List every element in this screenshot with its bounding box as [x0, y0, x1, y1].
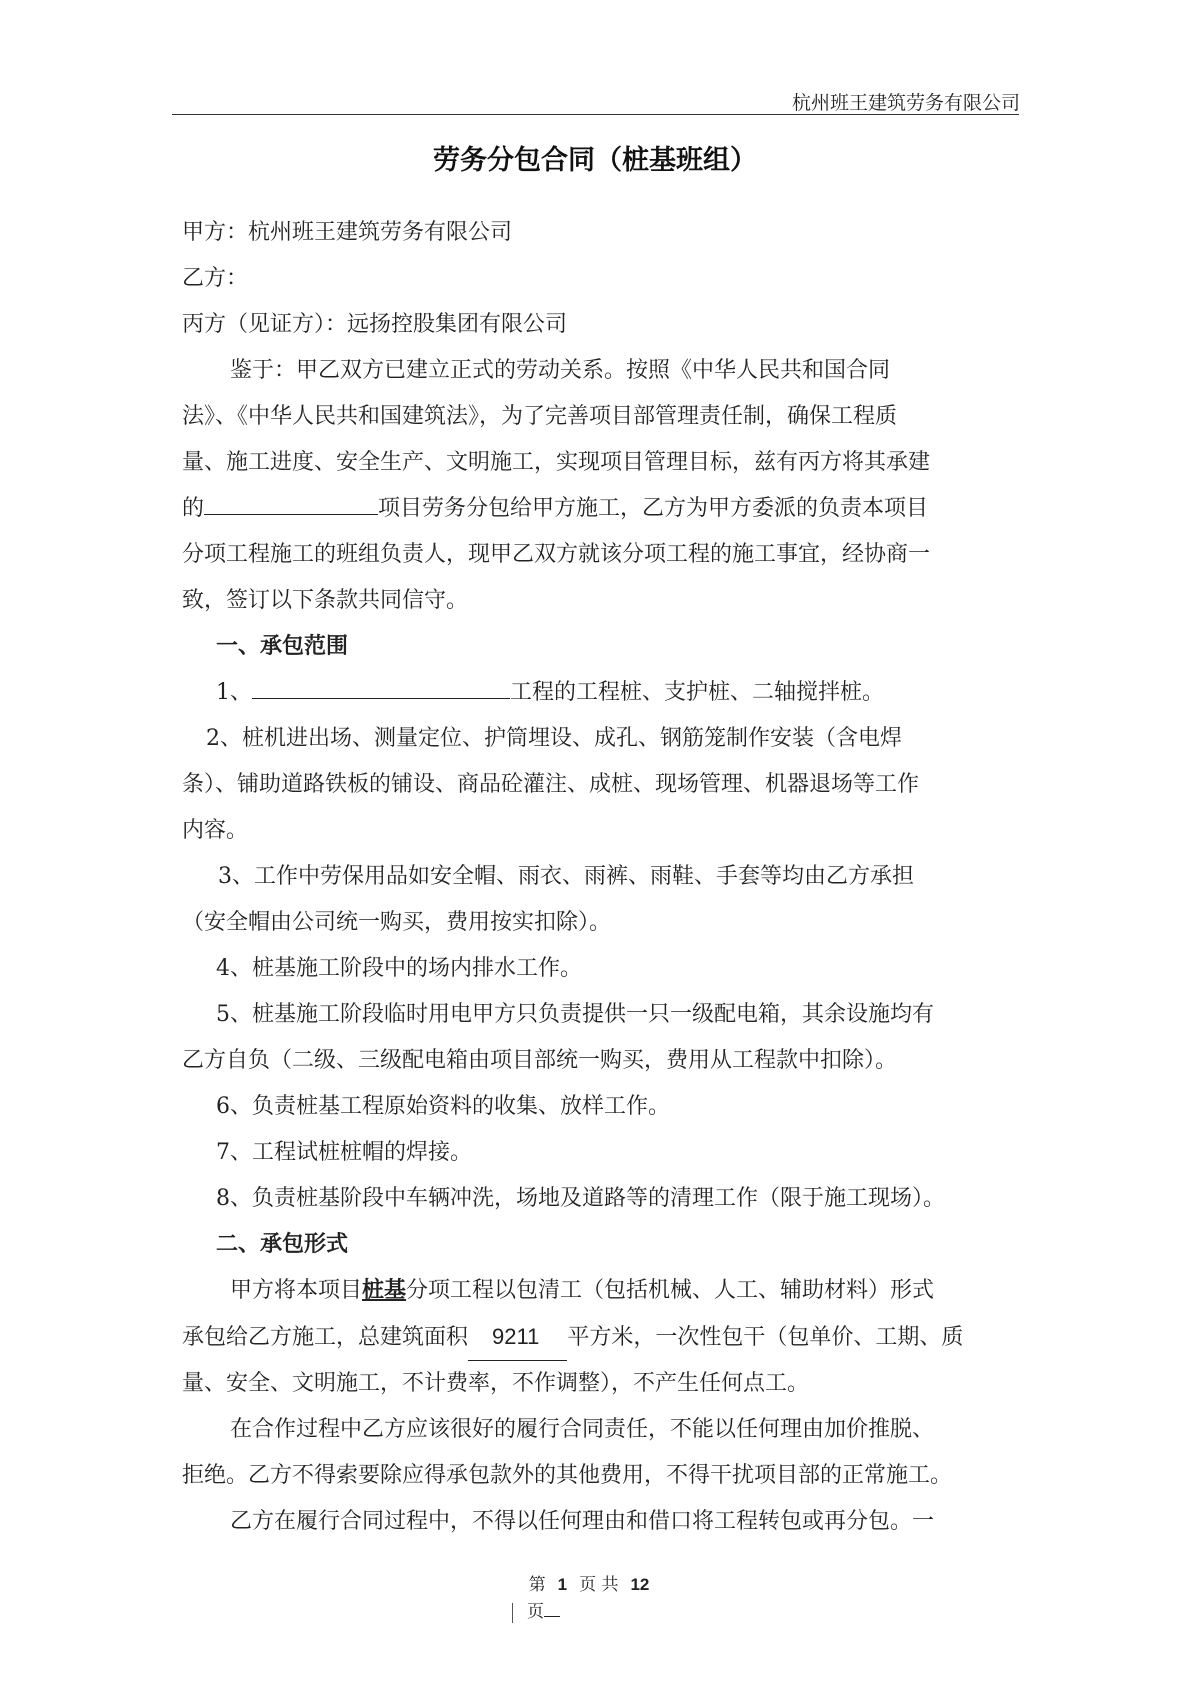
- footer-label: 第: [528, 1575, 546, 1595]
- list-item: 5、桩基施工阶段临时用电甲方只负责提供一只一级配电箱，其余设施均有: [216, 1002, 934, 1027]
- list-item: 6、负责桩基工程原始资料的收集、放样工作。: [216, 1094, 670, 1119]
- footer-label: 页: [527, 1602, 544, 1622]
- list-item-cont: 条）、铺助道路铁板的铺设、商品砼灌注、成桩、现场管理、机器退场等工作: [182, 772, 920, 797]
- paragraph-line: 量、安全、文明施工，不计费率，不作调整），不产生任何点工。: [182, 1371, 810, 1396]
- text: 平方米，一次性包干（包单价、工期、质: [567, 1325, 964, 1350]
- list-item: 3、工作中劳保用品如安全帽、雨衣、雨裤、雨鞋、手套等均由乙方承担: [218, 864, 914, 889]
- list-item: 4、桩基施工阶段中的场内排水工作。: [216, 956, 582, 981]
- list-item-cont: 乙方自负（二级、三级配电箱由项目部统一购买，费用从工程款中扣除）。: [182, 1048, 898, 1073]
- party-b: 乙方：: [182, 266, 249, 291]
- page-footer-line2: [512, 1597, 560, 1623]
- contract-body: [182, 210, 1017, 1545]
- preamble-line: 量、施工进度、安全生产、文明施工，实现项目管理目标，兹有丙方将其承建: [182, 450, 931, 475]
- preamble-line: [182, 486, 1017, 532]
- section-heading: 一、承包范围: [216, 634, 349, 659]
- preamble-text: 的: [182, 496, 205, 521]
- project-name-blank: [204, 492, 378, 515]
- footer-label: 页 共: [579, 1575, 619, 1595]
- item-text: 工程的工程桩、支护桩、二轴搅拌桩。: [510, 680, 885, 705]
- text: 甲方将本项目: [230, 1278, 363, 1303]
- list-item: 8、负责桩基阶段中车辆冲洗，场地及道路等的清理工作（限于施工现场）。: [216, 1186, 945, 1211]
- preamble-text: 项目劳务分包给甲方施工，乙方为甲方委派的负责本项目: [378, 496, 929, 521]
- list-item: [182, 670, 1017, 716]
- preamble-line: 分项工程施工的班组负责人，现甲乙双方就该分项工程的施工事宜，经协商一: [182, 542, 931, 567]
- page-number: 1: [557, 1575, 568, 1594]
- list-item-cont: （安全帽由公司统一购买，费用按实扣除）。: [182, 910, 612, 935]
- header-company: 杭州班王建筑劳务有限公司: [791, 92, 1020, 114]
- list-item: 2、桩机进出场、测量定位、护筒埋设、成孔、钢筋笼制作安装（含电焊: [206, 726, 902, 751]
- section-heading: 二、承包形式: [216, 1232, 349, 1257]
- header-rule: [172, 114, 1019, 115]
- footer-divider: [512, 1603, 513, 1623]
- paragraph-line: 拒绝。乙方不得索要除应得承包款外的其他费用，不得干扰项目部的正常施工。: [182, 1463, 953, 1488]
- list-item: 7、工程试桩桩帽的焊接。: [216, 1140, 472, 1165]
- paragraph-line: 在合作过程中乙方应该很好的履行合同责任，不能以任何理由加价推脱、: [230, 1417, 935, 1442]
- paragraph-line: [182, 1314, 1017, 1361]
- text: 承包给乙方施工，总建筑面积: [182, 1325, 469, 1350]
- party-c: 丙方（见证方）：远扬控股集团有限公司: [182, 312, 568, 337]
- project-blank: [252, 676, 510, 699]
- paragraph-line: [182, 1268, 1017, 1314]
- list-item-cont: 内容。: [182, 818, 249, 843]
- total-area-value: 9211: [468, 1314, 567, 1361]
- preamble-line: 鉴于：甲乙双方已建立正式的劳动关系。按照《中华人民共和国合同: [230, 358, 891, 383]
- emphasis-term: 桩基: [362, 1278, 407, 1303]
- document-title: 劳务分包合同（桩基班组）: [433, 145, 757, 176]
- text: 分项工程以包清工（包括机械、人工、辅助材料）形式: [406, 1278, 935, 1303]
- party-a: 甲方：杭州班王建筑劳务有限公司: [182, 220, 513, 245]
- footer-underline: [544, 1616, 560, 1617]
- paragraph-line: 乙方在履行合同过程中，不得以任何理由和借口将工程转包或再分包。一: [230, 1509, 935, 1534]
- total-pages: 12: [630, 1575, 650, 1594]
- preamble-line: 致，签订以下条款共同信守。: [182, 588, 469, 613]
- item-number: 1、: [216, 680, 252, 705]
- preamble-line: 法》、《中华人民共和国建筑法》，为了完善项目部管理责任制，确保工程质: [182, 404, 898, 429]
- page-footer: [0, 1570, 1190, 1595]
